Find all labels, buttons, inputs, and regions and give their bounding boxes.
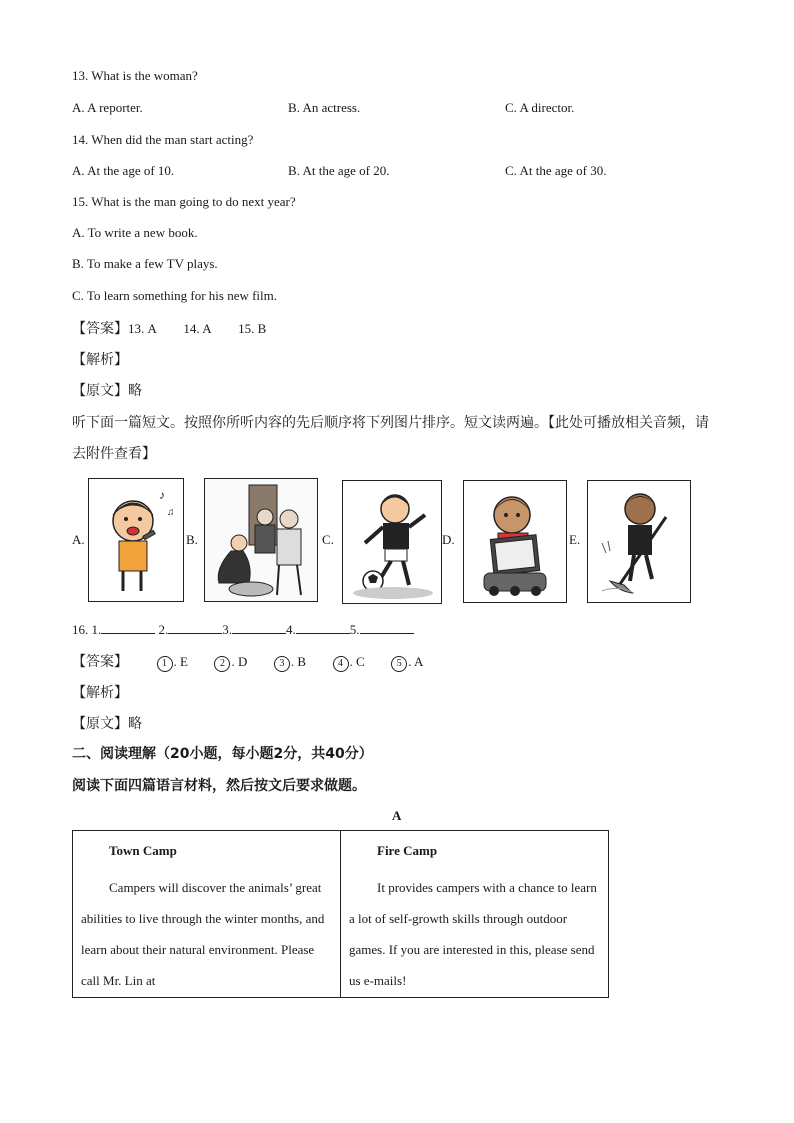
picture-label-a: A. — [72, 532, 85, 547]
circled-number-4: 4 — [333, 656, 349, 672]
q16-number-4: 4. — [286, 622, 296, 637]
answer-tag: 【答案】 — [72, 321, 128, 337]
answer-14: 14. A — [183, 321, 211, 336]
picture-label-b: B. — [186, 532, 198, 547]
q13-option-c: C. A director. — [505, 100, 575, 115]
answer-tag-2: 【答案】 — [72, 654, 128, 670]
boy-singing-icon — [88, 478, 184, 602]
answer-blank-2[interactable] — [168, 621, 222, 634]
boy-sweeping-floor-icon — [587, 480, 691, 603]
q14-option-c: C. At the age of 30. — [505, 163, 607, 178]
listening-instruction-line1: 听下面一篇短文。按照你所听内容的先后顺序将下列图片排序。短文读两遍。【此处可播放相关音频，请 — [72, 415, 709, 431]
q15-option-a: A. To write a new book. — [72, 225, 198, 240]
analysis-tag-2: 【解析】 — [72, 685, 128, 701]
answer-16-3: . B — [290, 654, 307, 669]
answer-16-1: . E — [173, 654, 188, 669]
answer-blank-3[interactable] — [232, 621, 286, 634]
answer-16-4: . C — [349, 654, 365, 669]
picture-label-e: E. — [569, 532, 581, 547]
q16-number-3: 3. — [222, 622, 232, 637]
picture-label-c: C. — [322, 532, 334, 547]
answer-16-5: . A — [408, 654, 424, 669]
original-text-tag: 【原文】略 — [72, 383, 142, 399]
passage-letter: A — [392, 808, 402, 823]
q15-option-c: C. To learn something for his new film. — [72, 288, 278, 303]
svg-text:♪: ♪ — [159, 488, 165, 502]
question-14: 14. When did the man start acting? — [72, 132, 254, 147]
section-instruction: 阅读下面四篇语言材料，然后按文后要求做题。 — [72, 778, 366, 794]
answer-16-2: . D — [231, 654, 248, 669]
answer-13: 13. A — [128, 321, 157, 336]
answer-blank-1[interactable] — [101, 621, 155, 634]
town-camp-description: Campers will discover the animals’ great abilities to live through the winter months, and learn about their natural environment. Please call Mr. Lin at — [81, 880, 325, 988]
answer-row-2 — [72, 651, 423, 672]
picture-label-d: D. — [442, 532, 455, 547]
q13-option-b: B. An actress. — [288, 100, 361, 115]
q13-option-a: A. A reporter. — [72, 100, 143, 115]
circled-number-5: 5 — [391, 656, 407, 672]
question-16 — [72, 621, 414, 638]
svg-text:♫: ♫ — [167, 507, 175, 518]
q14-option-a: A. At the age of 10. — [72, 163, 175, 178]
answer-row-1 — [72, 318, 266, 338]
circled-number-2: 2 — [214, 656, 230, 672]
q15-option-b: B. To make a few TV plays. — [72, 256, 218, 271]
circled-number-1: 1 — [157, 656, 173, 672]
answer-15: 15. B — [238, 321, 267, 336]
question-13: 13. What is the woman? — [72, 68, 198, 83]
boy-kicking-football-icon — [342, 480, 442, 604]
washing-grandparents-feet-icon — [204, 478, 318, 602]
fire-camp-cell — [341, 831, 609, 998]
original-text-tag-2: 【原文】略 — [72, 716, 142, 732]
town-camp-cell — [73, 831, 341, 998]
boy-reading-book-icon — [463, 480, 567, 603]
q16-number-5: 5. — [349, 622, 360, 637]
q14-option-b: B. At the age of 20. — [288, 163, 390, 178]
question-15: 15. What is the man going to do next year? — [72, 194, 296, 209]
circled-number-3: 3 — [274, 656, 290, 672]
section-heading: 二、阅读理解（20小题，每小题2分，共40分） — [72, 746, 373, 762]
fire-camp-description: It provides campers with a chance to learn a lot of self-growth skills through outdoor games. If you are interested in this, please send us e-mails! — [349, 880, 597, 988]
camp-table — [72, 830, 609, 998]
q16-prefix: 16. 1. — [72, 622, 102, 637]
q16-number-2: 2. — [158, 622, 169, 637]
listening-instruction-line2: 去附件查看】 — [72, 446, 156, 462]
analysis-tag: 【解析】 — [72, 352, 128, 368]
fire-camp-title: Fire Camp — [377, 843, 438, 858]
town-camp-title: Town Camp — [109, 843, 177, 858]
answer-blank-5[interactable] — [360, 621, 414, 634]
answer-blank-4[interactable] — [296, 621, 350, 634]
